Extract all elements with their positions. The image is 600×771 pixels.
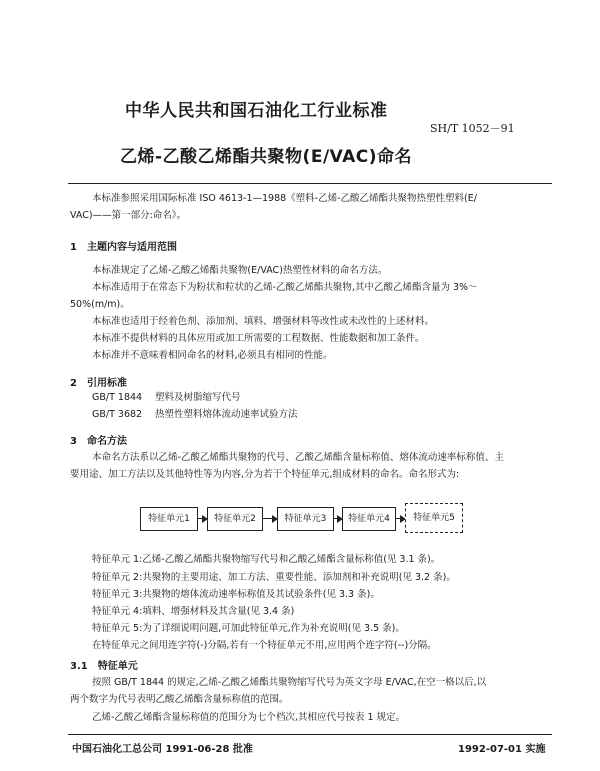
reference-1-code: GB/T 1844 [92,392,143,403]
section-1-paragraph-1: 本标准规定了乙烯-乙酸乙烯酯共聚物(E/VAC)热塑性材料的命名方法。 [92,265,388,276]
reference-2-title: 热塑性塑料熔体流动速率试验方法 [155,409,298,420]
subsection-3-1-paragraph-1-line-1: 按照 GB/T 1844 的规定,乙烯-乙酸乙烯酯共聚物缩写代号为英文字母 E/VAC,在空一格以后,以 [92,677,487,688]
reference-2-code: GB/T 3682 [92,409,143,420]
section-1-paragraph-5: 本标准并不意味着相同命名的材料,必须具有相同的性能。 [92,350,333,361]
section-2-heading: 2 引用标准 [70,378,127,389]
footer-divider [68,734,552,735]
subsection-3-1-heading: 3.1 特征单元 [70,661,138,672]
diagram-arrow-1 [197,518,206,519]
approval-line: 中国石油化工总公司 1991-06-28 批准 [72,744,253,755]
section-1-heading: 1 主题内容与适用范围 [70,242,177,253]
intro-line-1: 本标准参照采用国际标准 ISO 4613-1—1988《塑料-乙烯-乙酸乙烯酯共聚物热塑性塑料(E/ [92,193,477,204]
separator-rule: 在特征单元之间用连字符(-)分隔,若有一个特征单元不用,应用两个连字符(--)分隔。 [92,640,437,651]
feature-unit-5-description: 特征单元 5:为了详细说明问题,可加此特征单元,作为补充说明(见 3.5 条)。 [92,623,405,634]
document-title: 乙烯-乙酸乙烯酯共聚物(E/VAC)命名 [120,147,413,167]
feature-unit-box-5-optional: 特征单元5 [405,503,463,533]
section-1-paragraph-4: 本标准不提供材料的具体应用或加工所需要的工程数据、性能数据和加工条件。 [92,333,425,344]
section-1-paragraph-2-line-2: 50%(m/m)。 [70,299,130,310]
intro-line-2: VAC)——第一部分:命名》。 [70,210,187,221]
diagram-arrow-2 [262,518,276,519]
feature-unit-box-4: 特征单元4 [342,507,396,531]
feature-unit-1-description: 特征单元 1:乙烯-乙酸乙烯酯共聚物缩写代号和乙酸乙烯酯含量标称值(见 3.1 条)。 [92,554,441,565]
diagram-arrow-3 [333,518,341,519]
standard-number: SH/T 1052－91 [430,122,515,135]
feature-unit-4-description: 特征单元 4:填料、增强材料及其含量(见 3.4 条) [92,606,295,617]
effective-date: 1992-07-01 实施 [458,744,546,755]
section-1-paragraph-3: 本标准也适用于经着色剂、添加剂、填料、增强材料等改性或未改性的上述材料。 [92,316,435,327]
subsection-3-1-paragraph-2: 乙烯-乙酸乙烯酯含量标称值的范围分为七个档次,其相应代号按表 1 规定。 [92,712,406,723]
diagram-arrow-4 [395,518,404,519]
feature-unit-box-1: 特征单元1 [140,507,198,531]
feature-unit-3-description: 特征单元 3:共聚物的熔体流动速率标称值及其试验条件(见 3.3 条)。 [92,589,380,600]
reference-1-title: 塑料及树脂缩写代号 [155,392,241,403]
section-3-heading: 3 命名方法 [70,436,127,447]
feature-unit-box-2: 特征单元2 [207,507,263,531]
header-divider [68,183,552,184]
subsection-3-1-paragraph-1-line-2: 两个数字为代号表明乙酸乙烯酯含量标称值的范围。 [70,694,289,705]
section-3-paragraph-1-line-2: 要用途、加工方法以及其他特性等为内容,分为若干个特征单元,组成材料的命名。命名形式为: [70,469,460,480]
feature-unit-box-3: 特征单元3 [277,507,334,531]
section-3-paragraph-1-line-1: 本命名方法系以乙烯-乙酸乙烯酯共聚物的代号、乙酸乙烯酯含量标称值、熔体流动速率标称值、主 [92,452,504,463]
section-1-paragraph-2-line-1: 本标准适用于在常态下为粉状和粒状的乙烯-乙酸乙烯酯共聚物,其中乙酸乙烯酯含量为 3%～ [92,282,478,293]
feature-unit-2-description: 特征单元 2:共聚物的主要用途、加工方法、重要性能、添加剂和补充说明(见 3.2 条)。 [92,572,456,583]
issuing-organization: 中华人民共和国石油化工行业标准 [125,101,388,121]
